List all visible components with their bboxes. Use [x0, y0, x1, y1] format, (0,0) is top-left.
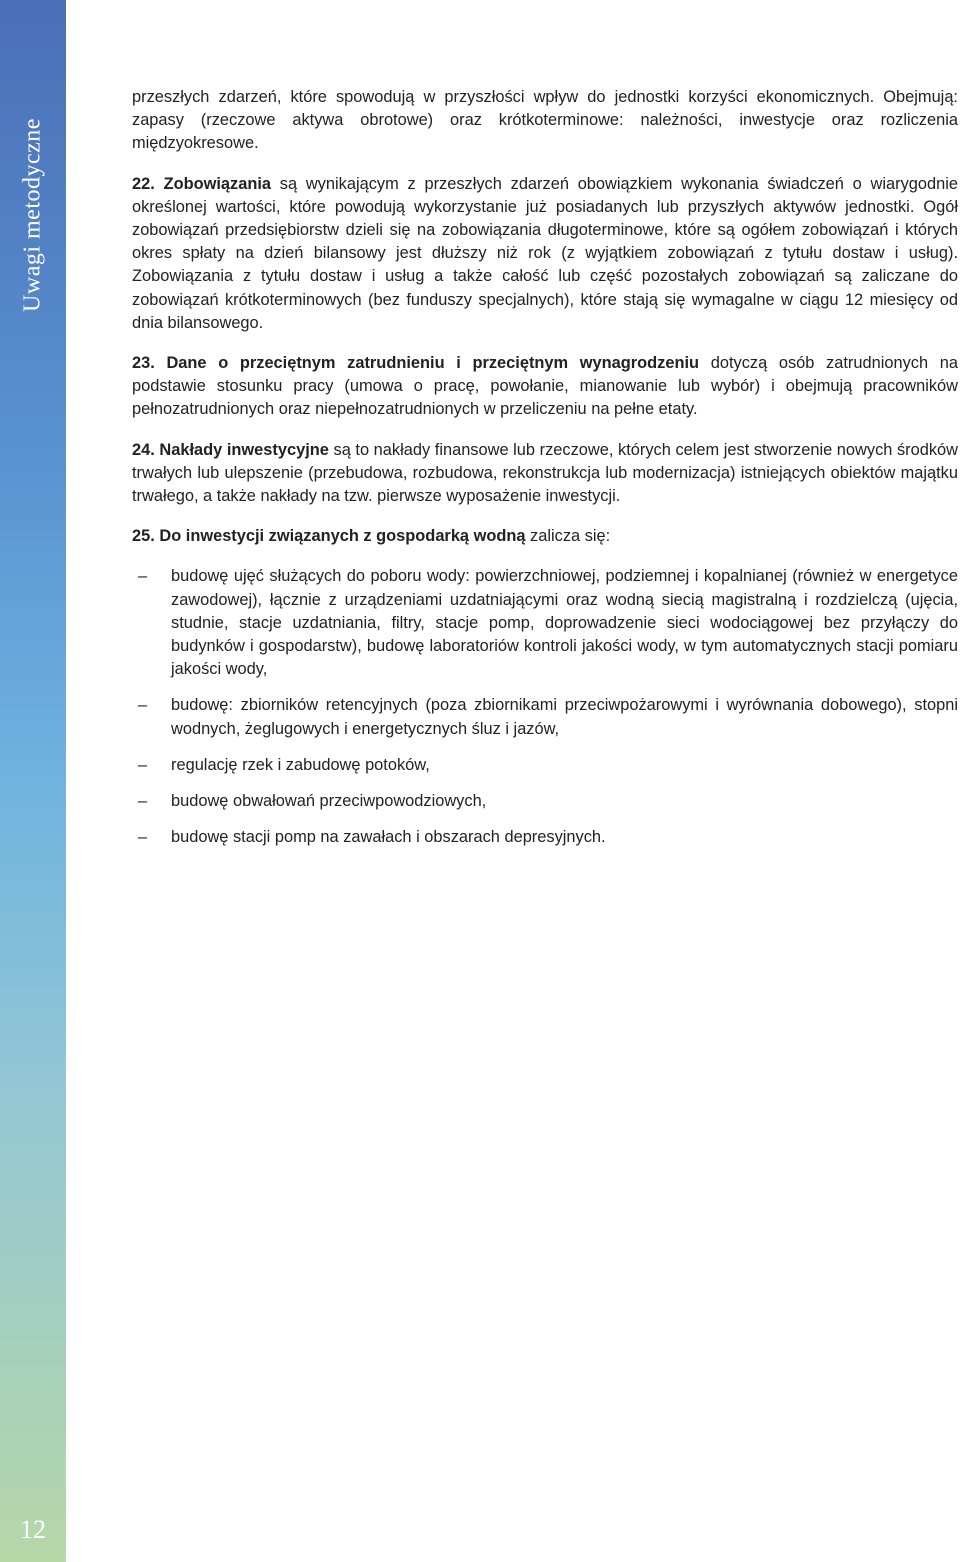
page-number: 12 [20, 1515, 46, 1544]
definition-23 [132, 352, 958, 422]
definition-24 [132, 439, 958, 509]
item-number: 24. [132, 440, 155, 459]
item-text: dotyczą osób zatrudnionych na podstawie stosunku pracy (umowa o pracę, powołanie, mianowanie lub wybór) i obejmują pracowników pełnozatrudnionych oraz niepełnozatrudnionych w przeliczeniu na pełne etaty. [132, 354, 958, 419]
section-title: Uwagi metodyczne [19, 118, 46, 312]
item-text: są to nakłady finansowe lub rzeczowe, których celem jest stworzenie nowych środków trwałych lub ulepszenie (przebudowa, rozbudowa, rekonstrukcja lub modernizacja) istniejących obiektów majątku trwałego, a także nakłady na tzw. pierwsze wyposażenie inwestycji. [132, 440, 959, 506]
list-item: – budowę obwałowań przeciwpowodziowych, [132, 790, 958, 813]
list-item: – budowę: zbiorników retencyjnych (poza zbiornikami przeciwpożarowymi i wyrównania dobowego), stopni wodnych, żeglugowych i energetycznych śluz i jazów, [138, 696, 958, 738]
list-item: – budowę ujęć służących do poboru wody: powierzchniowej, podziemnej i kopalnianej (również w energetyce zawodowej), łącznie z urządzeniami uzdatniającymi oraz wodną siecią magistralną i rozdzielczą (ujęcia, studnie, stacje uzdatniania, filtry, stacje pomp, doprowadzenie sieci wodociągowej bez przyłączy do budynków i gospodarstw), budowę laboratoriów kontroli jakości wody, w tym automatycznych stacji pomiaru jakości wody, [138, 567, 958, 679]
list-item: – budowę stacji pomp na zawałach i obszarach depresyjnych. [132, 826, 958, 849]
dash-marker: – [138, 755, 148, 774]
dash-marker: – [138, 696, 148, 715]
item-number: 25. [132, 527, 155, 546]
item-term: Nakłady inwestycyjne [159, 440, 329, 459]
item-text: są wynikającym z przeszłych zdarzeń obowiązkiem wykonania świadczeń o wiarygodnie określonej wartości, które powodują wykorzystanie już posiadanych lub przyszłych aktywów jednostki. Ogół zobowiązań przedsiębiorstw dzieli się na zobowiązania długoterminowe, które są ogółem zobowiązań i których okres spłaty na dzień bilansowy jest dłuższy niż rok (z wyjątkiem zobowiązań z tytułu dostaw i usług). Zobowiązania z tytułu dostaw i usług a także całość lub część pozostałych zobowiązań są zaliczane do zobowiązań krótkoterminowych (bez funduszy specjalnych), które stają się wymagalne w ciągu 12 miesięcy od dnia bilansowego. [132, 174, 959, 332]
sidebar [0, 0, 66, 1562]
intro-paragraph: przeszłych zdarzeń, które spowodują w przyszłości wpływ do jednostki korzyści ekonomicznych. Obejmują: zapasy (rzeczowe aktywa obrotowe) oraz krótkoterminowe: należności, inwestycje oraz rozliczenia międzyokresowe. [132, 88, 958, 153]
dash-marker: – [138, 567, 148, 586]
dash-marker: – [138, 828, 148, 847]
item-term: Do inwestycji związanych z gospodarką wodną [159, 527, 526, 546]
item-text: zalicza się: [525, 527, 611, 546]
item-term: Zobowiązania [163, 174, 272, 193]
definition-25 [132, 525, 958, 548]
definition-22 [132, 173, 958, 335]
item-number: 23. [132, 354, 155, 373]
dash-marker: – [138, 792, 148, 811]
main-content [132, 86, 958, 862]
item-number: 22. [132, 174, 155, 193]
item-term: Dane o przeciętnym zatrudnieniu i przeciętnym wynagrodzeniu [166, 354, 700, 373]
list-item: – regulację rzek i zabudowę potoków, [132, 754, 958, 777]
investment-list [132, 565, 958, 849]
